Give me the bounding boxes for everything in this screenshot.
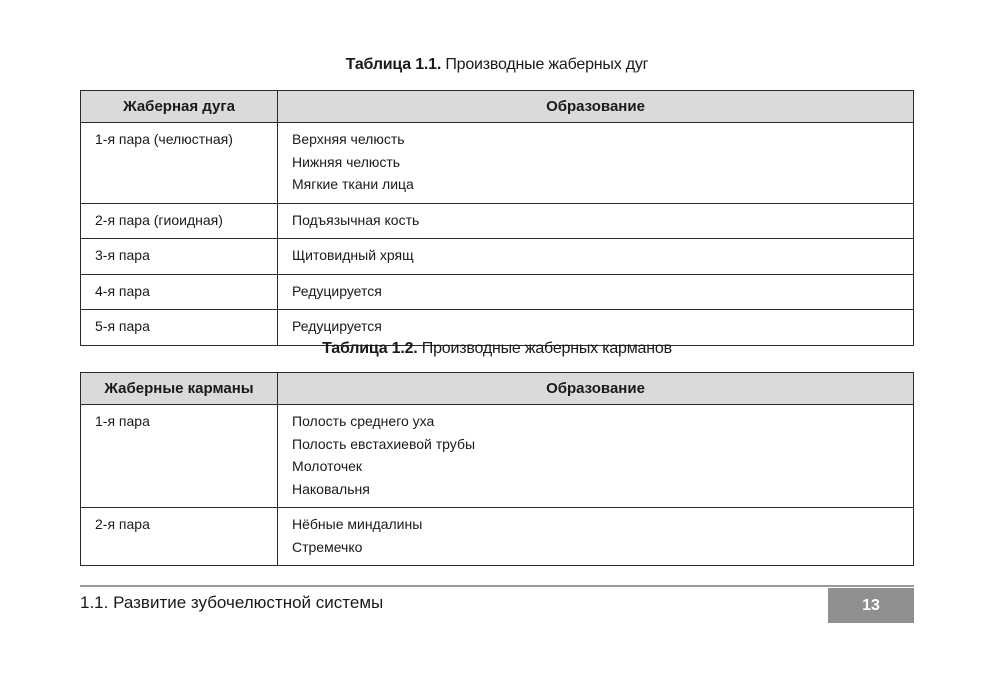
row-label: 1-я пара (челюстная) xyxy=(81,123,278,204)
footer-divider xyxy=(80,585,914,587)
row-formation xyxy=(278,508,914,566)
page-number: 13 xyxy=(828,588,914,623)
footer-section-title: 1.1. Развитие зубочелюстной системы xyxy=(80,593,384,612)
formation-item: Наковальня xyxy=(292,480,370,497)
table-row xyxy=(81,203,914,239)
table-row xyxy=(81,239,914,275)
formation-item: Подъязычная кость xyxy=(292,211,420,228)
formation-item: Редуцируется xyxy=(292,318,382,334)
table-2-caption xyxy=(80,340,914,358)
formation-item: Редуцируется xyxy=(292,282,382,299)
formation-item: Нёбные миндалины xyxy=(292,516,423,532)
row-formation xyxy=(278,274,914,310)
formation-item: Нижняя челюсть xyxy=(292,153,401,170)
column-header-formation: Образование xyxy=(278,373,914,405)
row-label: 3-я пара xyxy=(81,239,278,275)
table-1 xyxy=(80,90,914,346)
table-header-row xyxy=(81,373,914,405)
table-1-caption xyxy=(80,56,914,74)
formation-item: Полость евстахиевой трубы xyxy=(292,435,476,452)
formation-item: Стремечко xyxy=(292,538,363,555)
row-label: 1-я пара xyxy=(81,405,278,508)
table-1-caption-text: Производные жаберных дуг xyxy=(445,56,649,73)
table-2-caption-text: Производные жаберных карманов xyxy=(421,340,672,357)
row-label: 2-я пара xyxy=(81,508,278,566)
row-label: 5-я пара xyxy=(81,310,278,346)
formation-item: Щитовидный хрящ xyxy=(292,247,414,263)
row-formation xyxy=(278,203,914,239)
formation-item: Полость среднего уха xyxy=(292,413,435,429)
formation-item: Верхняя челюсть xyxy=(292,131,405,147)
table-row xyxy=(81,123,914,204)
row-formation xyxy=(278,405,914,508)
table-header-row xyxy=(81,91,914,123)
row-formation xyxy=(278,239,914,275)
column-header-pouches: Жаберные карманы xyxy=(81,373,278,405)
table-row xyxy=(81,274,914,310)
table-2-caption-label: Таблица 1.2. xyxy=(322,340,418,357)
row-label: 2-я пара (гиоидная) xyxy=(81,203,278,239)
row-formation xyxy=(278,123,914,204)
table-row xyxy=(81,405,914,508)
table-1-caption-label: Таблица 1.1. xyxy=(345,56,442,73)
table-2 xyxy=(80,372,914,566)
formation-item: Молоточек xyxy=(292,458,363,474)
row-label: 4-я пара xyxy=(81,274,278,310)
formation-item: Мягкие ткани лица xyxy=(292,176,414,192)
column-header-formation: Образование xyxy=(278,91,914,123)
column-header-arch: Жаберная дуга xyxy=(81,91,278,123)
table-row xyxy=(81,508,914,566)
